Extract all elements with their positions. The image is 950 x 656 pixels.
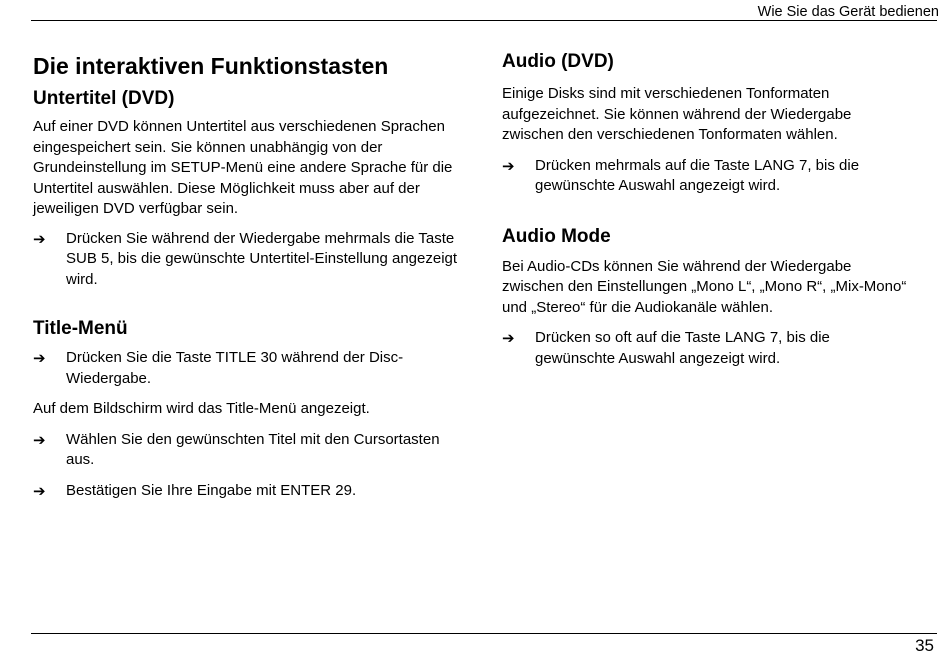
- right-arrow-icon: ➔: [33, 481, 46, 500]
- right-arrow-icon: ➔: [33, 430, 46, 449]
- right-arrow-icon: ➔: [33, 229, 46, 248]
- page-number: 35: [915, 636, 934, 655]
- running-header: Wie Sie das Gerät bedienen: [757, 4, 939, 20]
- right-arrow-icon: ➔: [502, 329, 515, 347]
- step-text: Drücken so oft auf die Taste LANG 7, bis die gewünschte Auswahl angezeigt wird.: [535, 329, 830, 367]
- title-menu-step-3: [33, 481, 463, 502]
- section-heading-audio-mode: Audio Mode: [502, 225, 611, 247]
- step-text: Drücken Sie die Taste TITLE 30 während der Disc-Wiedergabe.: [66, 349, 404, 387]
- step-text: Drücken Sie während der Wiedergabe mehrmals die Taste SUB 5, bis die gewünschte Untertitel-Einstellung angezeigt wird.: [66, 229, 458, 288]
- right-column: [502, 48, 912, 369]
- audio-dvd-step: [502, 156, 912, 197]
- step-text: Bestätigen Sie Ihre Eingabe mit ENTER 29.: [66, 481, 357, 499]
- title-menu-body: Auf dem Bildschirm wird das Title-Menü angezeigt.: [33, 400, 370, 417]
- section-heading-subtitles: Untertitel (DVD): [33, 88, 175, 109]
- title-menu-step-1: [33, 348, 463, 389]
- page-title: Die interaktiven Funktionstasten: [33, 53, 389, 79]
- left-column: [33, 48, 463, 501]
- audio-mode-step: [502, 328, 912, 369]
- header-divider: [31, 20, 937, 21]
- subtitles-body: Auf einer DVD können Untertitel aus verschiedenen Sprachen eingespeichert sein. Sie können unabhängig von der Grundeinstellung im SETUP-Menü eine andere Sprache für die Untertitel auswählen. Diese Möglichkeit muss aber auf der jeweiligen DVD verfügbar sein.: [33, 118, 453, 217]
- right-arrow-icon: ➔: [33, 349, 46, 367]
- step-text: Drücken mehrmals auf die Taste LANG 7, bis die gewünschte Auswahl angezeigt wird.: [535, 156, 860, 194]
- subtitles-step: [33, 229, 463, 291]
- right-arrow-icon: ➔: [502, 156, 515, 175]
- audio-mode-body: Bei Audio-CDs können Sie während der Wiedergabe zwischen den Einstellungen „Mono L“, „Mono R“, „Mix-Mono“ und „Stereo“ für die Audiokanäle wählen.: [502, 257, 907, 316]
- step-text: Wählen Sie den gewünschten Titel mit den Cursortasten aus.: [66, 430, 440, 468]
- section-heading-title-menu: Title-Menü: [33, 318, 128, 339]
- audio-dvd-body: Einige Disks sind mit verschiedenen Tonformaten aufgezeichnet. Sie können während der Wiedergabe zwischen den verschiedenen Tonformaten wählen.: [502, 85, 852, 143]
- title-menu-step-2: [33, 430, 463, 471]
- section-heading-audio-dvd: Audio (DVD): [502, 51, 614, 72]
- footer-divider: [31, 633, 937, 634]
